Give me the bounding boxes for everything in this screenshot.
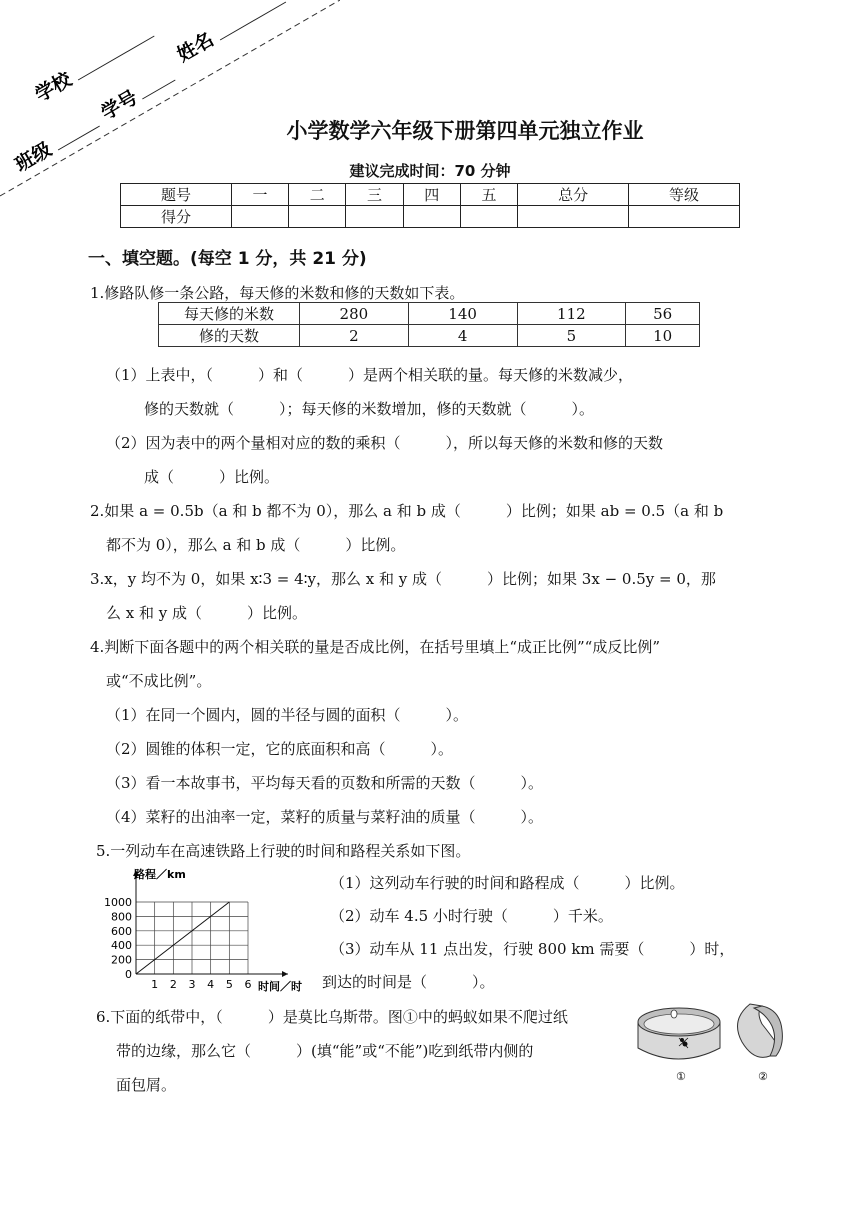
q2-line2: 都不为 0），那么 a 和 b 成（ ）比例。	[106, 536, 406, 554]
road-cell: 10	[626, 325, 700, 347]
chart-x-tick-label: 6	[244, 978, 252, 991]
q3-line1: 3.x，y 均不为 0，如果 x∶3 = 4∶y，那么 x 和 y 成（ ）比例；如果 3x − 0.5y = 0，那	[90, 570, 716, 588]
school-label: 学校	[31, 68, 76, 107]
score-header-cell: 总分	[518, 184, 629, 206]
suggested-time: 建议完成时间：70 分钟	[349, 162, 511, 180]
score-row-label: 得分	[121, 206, 232, 228]
section-heading: 一、填空题。(每空 1 分，共 21 分)	[88, 249, 367, 269]
score-cell[interactable]	[518, 206, 629, 228]
paper-strips-figure	[630, 1000, 830, 1090]
score-header-cell: 等级	[629, 184, 740, 206]
chart-x-tick-label: 5	[225, 978, 233, 991]
score-cell[interactable]	[289, 206, 346, 228]
q4-item2: （2）圆锥的体积一定，它的底面积和高（ ）。	[106, 740, 454, 758]
chart-x-axis-label: 时间／时	[258, 980, 302, 993]
chart-y-tick-label: 400	[111, 939, 132, 953]
q6-line1: 6.下面的纸带中，（ ）是莫比乌斯带。图①中的蚂蚁如果不爬过纸	[96, 1008, 568, 1026]
q4-line2: 或“不成比例”。	[106, 672, 212, 690]
road-row-label: 修的天数	[159, 325, 300, 347]
score-header-cell: 题号	[121, 184, 232, 206]
mobius-strip-image	[738, 1004, 783, 1057]
q1-stem: 1.修路队修一条公路，每天修的米数和修的天数如下表。	[90, 284, 465, 302]
q1-part1-line2: 修的天数就（ ）；每天修的米数增加，修的天数就（ ）。	[144, 400, 595, 418]
score-cell[interactable]	[460, 206, 517, 228]
road-cell: 56	[626, 303, 700, 325]
chart-x-tick-label: 4	[207, 978, 215, 991]
chart-y-axis-label: 路程／km	[134, 868, 186, 881]
number-label: 学号	[97, 86, 142, 125]
class-label: 班级	[11, 138, 56, 177]
score-cell[interactable]	[403, 206, 460, 228]
road-cell: 140	[408, 303, 517, 325]
road-cell: 4	[408, 325, 517, 347]
q5-sub1: （1）这列动车行驶的时间和路程成（ ）比例。	[330, 874, 685, 892]
road-table	[158, 302, 700, 347]
figure-1-label: ①	[676, 1070, 686, 1083]
score-cell[interactable]	[629, 206, 740, 228]
score-header-cell: 二	[289, 184, 346, 206]
score-header-cell: 三	[346, 184, 403, 206]
q4-line1: 4.判断下面各题中的两个相关联的量是否成比例，在括号里填上“成正比例”“成反比例”	[90, 638, 660, 656]
q6-line3: 面包屑。	[116, 1076, 177, 1094]
page-title: 小学数学六年级下册第四单元独立作业	[286, 119, 644, 143]
ring-band-image	[638, 1008, 720, 1059]
q1-part1-line1: （1）上表中，（ ）和（ ）是两个相关联的量。每天修的米数减少，	[106, 366, 634, 384]
chart-x-axis-arrow	[282, 971, 288, 977]
road-cell: 5	[517, 325, 626, 347]
q4-item1: （1）在同一个圆内，圆的半径与圆的面积（ ）。	[106, 706, 469, 724]
q5-sub2: （2）动车 4.5 小时行驶（ ）千米。	[330, 907, 613, 925]
score-header-cell: 五	[460, 184, 517, 206]
q1-part2-line1: （2）因为表中的两个量相对应的数的乘积（ ），所以每天修的米数和修的天数	[106, 434, 664, 452]
score-cell[interactable]	[346, 206, 403, 228]
road-cell: 2	[300, 325, 409, 347]
q4-item3: （3）看一本故事书，平均每天看的页数和所需的天数（ ）。	[106, 774, 544, 792]
chart-y-tick-label: 0	[125, 968, 132, 981]
q3-line2: 么 x 和 y 成（ ）比例。	[106, 604, 308, 622]
score-header-cell: 一	[231, 184, 288, 206]
score-header-cell: 四	[403, 184, 460, 206]
chart-y-tick-label: 800	[111, 910, 132, 924]
figure-2-label: ②	[758, 1070, 768, 1083]
q5-stem: 5.一列动车在高速铁路上行驶的时间和路程关系如下图。	[96, 842, 471, 860]
chart-x-tick-label: 3	[188, 978, 196, 991]
road-cell: 280	[300, 303, 409, 325]
chart-y-tick-label: 600	[111, 924, 132, 938]
q5-sub4: 到达的时间是（ ）。	[322, 973, 495, 991]
q2-line1: 2.如果 a = 0.5b（a 和 b 都不为 0），那么 a 和 b 成（ ）比例；如果 ab = 0.5（a 和 b	[90, 502, 724, 520]
chart-x-tick-label: 2	[169, 978, 177, 991]
q1-part2-line2: 成（ ）比例。	[144, 468, 280, 486]
distance-time-chart	[100, 866, 330, 996]
chart-series-line	[136, 902, 229, 974]
road-row-label: 每天修的米数	[159, 303, 300, 325]
q4-item4: （4）菜籽的出油率一定，菜籽的质量与菜籽油的质量（ ）。	[106, 808, 544, 826]
q5-sub3: （3）动车从 11 点出发，行驶 800 km 需要（ ）时，	[330, 940, 735, 958]
score-cell[interactable]	[231, 206, 288, 228]
score-table	[120, 183, 740, 228]
road-cell: 112	[517, 303, 626, 325]
q6-line2: 带的边缘，那么它（ ）(填“能”或“不能”)吃到纸带内侧的	[116, 1042, 534, 1060]
name-label: 姓名	[173, 28, 218, 67]
chart-y-tick-label: 200	[111, 953, 132, 967]
chart-y-tick-label: 1000	[104, 896, 132, 909]
chart-x-tick-label: 1	[151, 978, 159, 991]
